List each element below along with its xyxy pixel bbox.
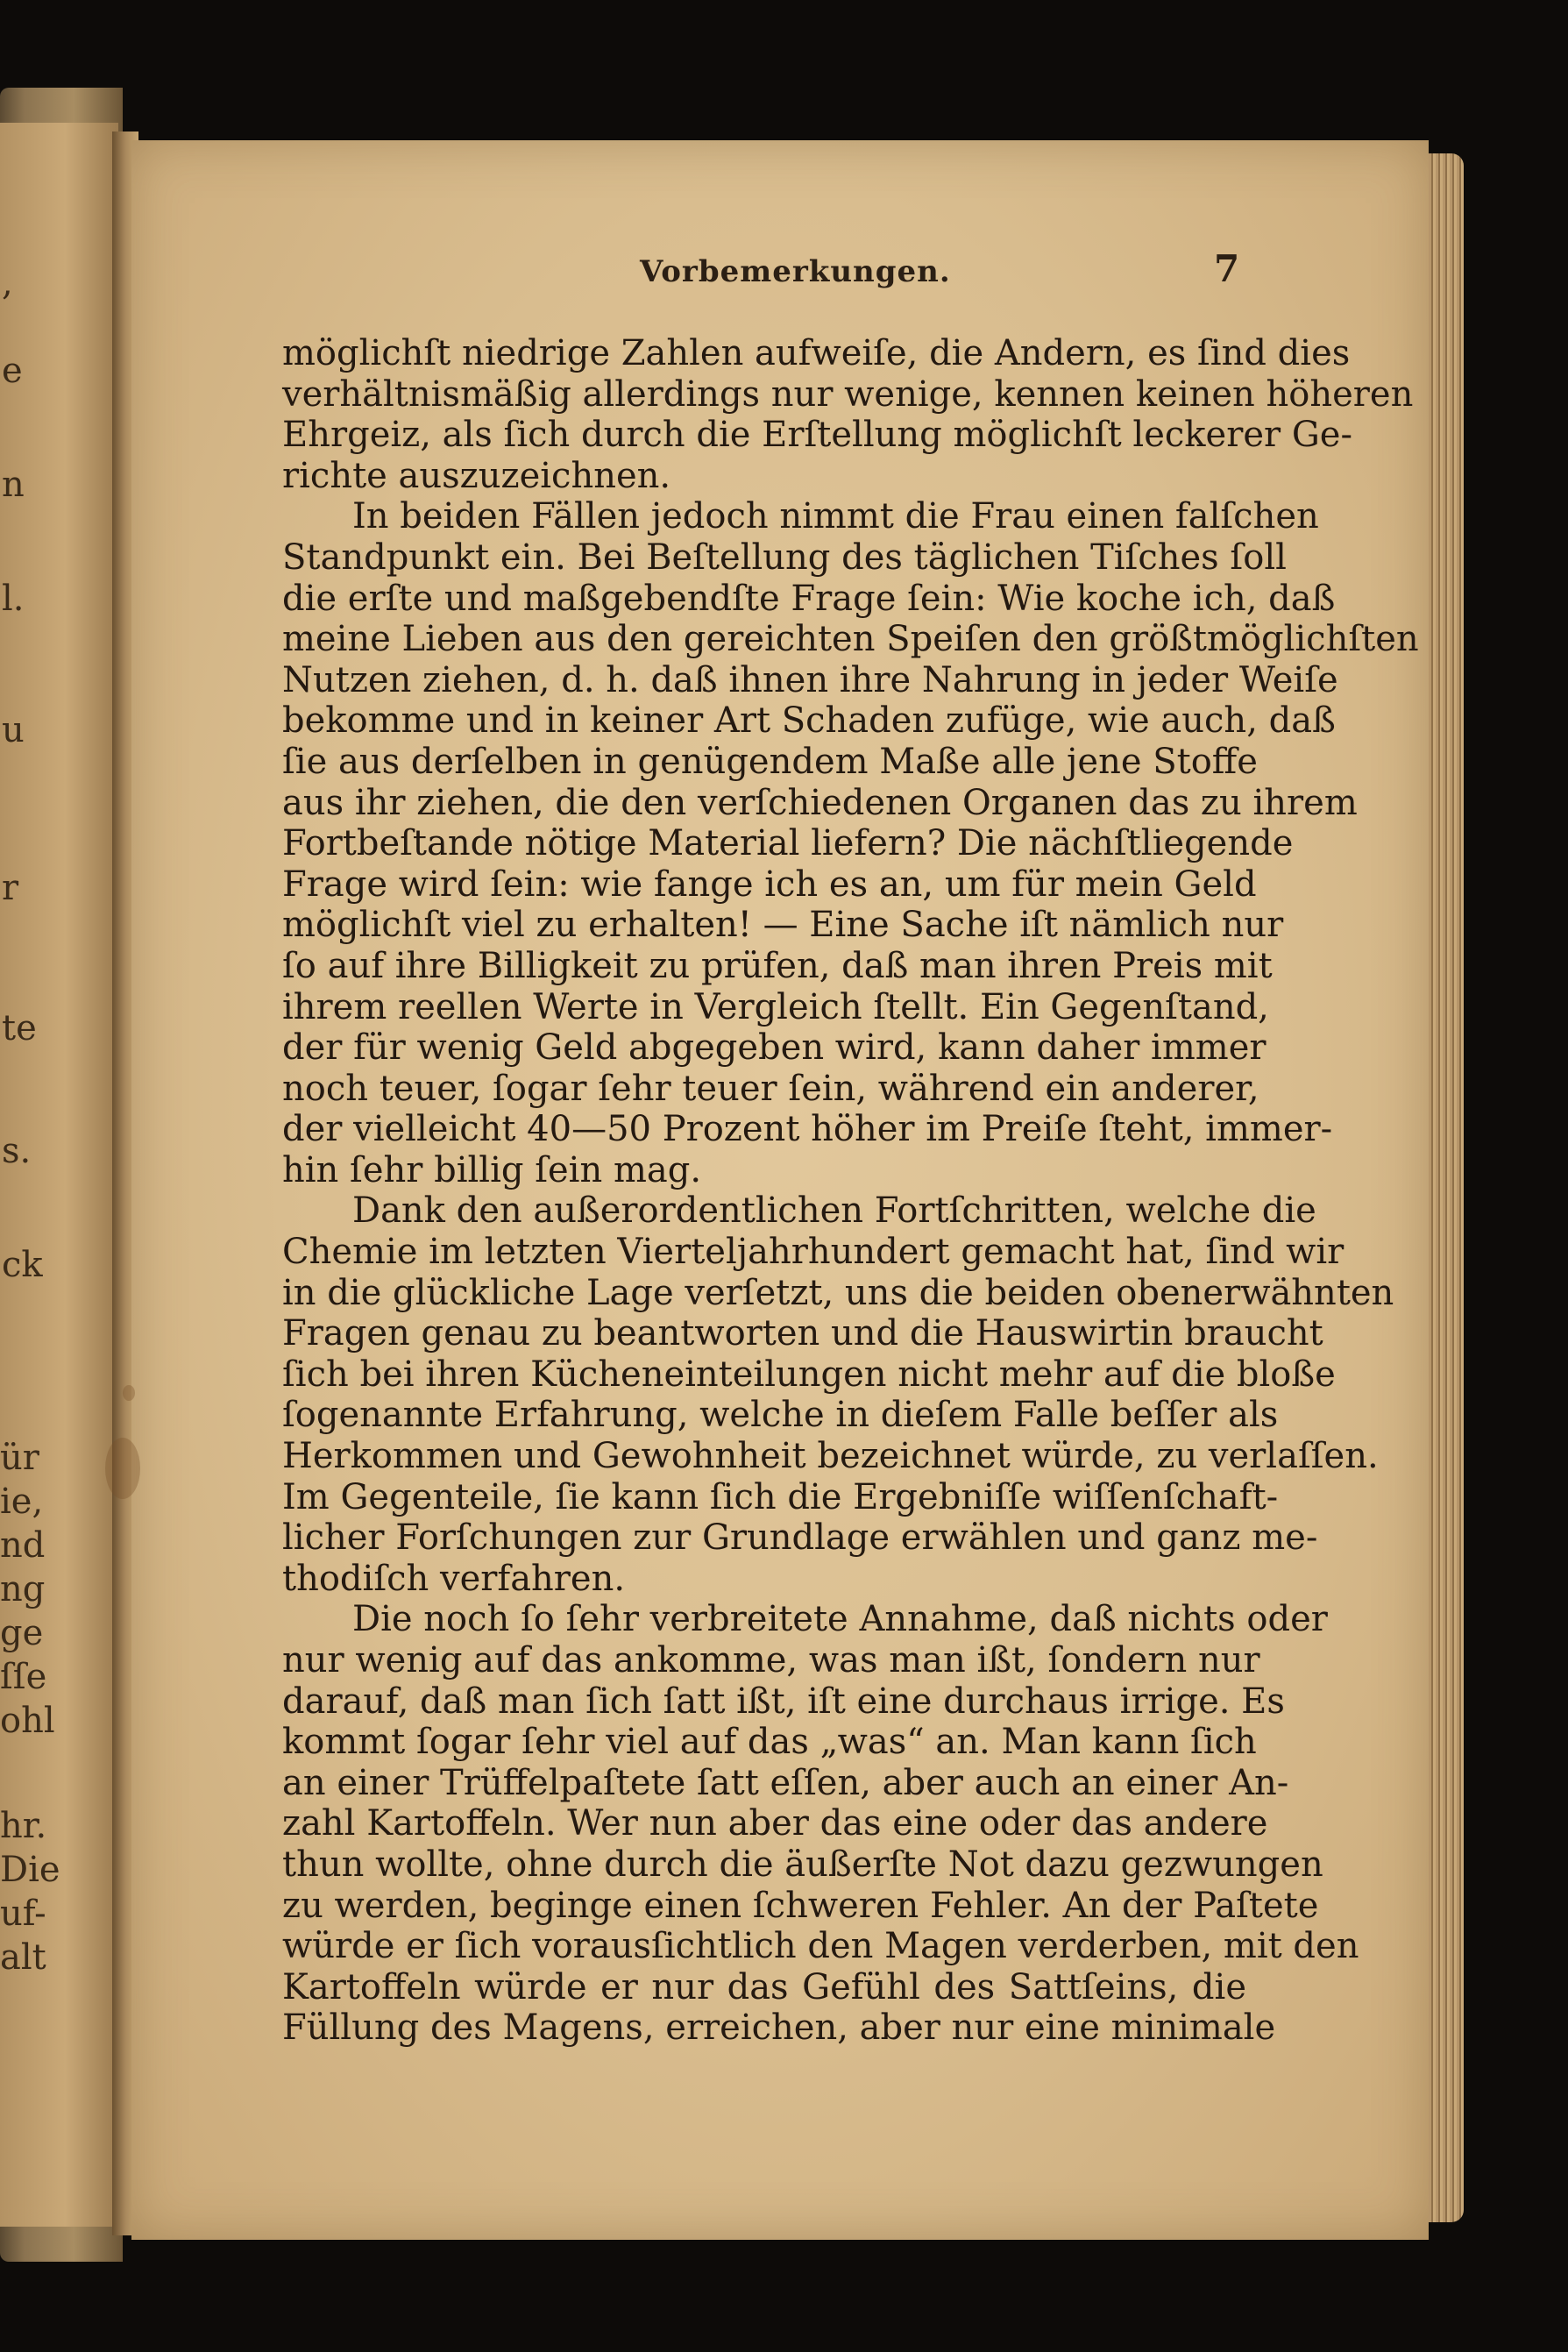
left-page-fragment: ng — [0, 1569, 46, 1609]
text-line: zu werden, beginge einen ſchweren Fehler. An der Paſtete — [282, 1885, 1319, 1926]
text-line: Die noch ſo ſehr verbreitete Annahme, daß nichts oder — [352, 1599, 1328, 1640]
text-line: thodiſch verfahren. — [282, 1558, 626, 1599]
text-line: möglichſt viel zu erhalten! — Eine Sache iſt nämlich nur — [282, 905, 1284, 946]
left-page-fragment: ck — [2, 1245, 43, 1285]
text-line: bekomme und in keiner Art Schaden zufüge, wie auch, daß — [282, 700, 1336, 742]
text-line: Füllung des Magens, erreichen, aber nur eine minimale — [282, 2007, 1276, 2049]
text-line: Dank den außerordentlichen Fortſchritten, welche die — [352, 1190, 1316, 1232]
text-line: in die glückliche Lage verſetzt, uns die beiden obenerwähnten — [282, 1272, 1394, 1313]
text-line: Kartoffeln würde er nur das Gefühl des Sattſeins, die — [282, 1966, 1246, 2007]
text-line: darauf, daß man ſich ſatt ißt, iſt eine durchaus irrige. Es — [282, 1681, 1285, 1722]
text-line: Fragen genau zu beantworten und die Hauswirtin braucht — [282, 1313, 1323, 1354]
text-line: würde er ſich vorausſichtlich den Magen verderben, mit den — [282, 1926, 1359, 1967]
text-line: zahl Kartoffeln. Wer nun aber das eine oder das andere — [282, 1803, 1268, 1844]
text-line: hin ſehr billig ſein mag. — [282, 1149, 702, 1190]
body-text — [282, 333, 1419, 2049]
text-line: meine Lieben aus den gereichten Speiſen den größtmöglichſten — [282, 619, 1419, 660]
text-line: möglichſt niedrige Zahlen aufweiſe, die Andern, es ſind dies — [282, 333, 1351, 373]
text-line: an einer Trüffelpaſtete ſatt eſſen, aber auch an einer An- — [282, 1762, 1289, 1803]
text-line: Ehrgeiz, als ſich durch die Erſtellung möglichſt leckerer Ge- — [282, 415, 1352, 456]
text-line: der für wenig Geld abgegeben wird, kann daher immer — [282, 1027, 1266, 1069]
page-edges — [1429, 153, 1464, 2222]
left-page — [0, 123, 118, 2227]
left-page-fragment: ſſe — [0, 1657, 47, 1697]
text-line: kommt ſogar ſehr viel auf das „was“ an. Man kann ſich — [282, 1722, 1257, 1763]
text-line: Frage wird ſein: wie fange ich es an, um für mein Geld — [282, 863, 1257, 905]
text-line: ſich bei ihren Kücheneinteilungen nicht mehr auf die bloße — [282, 1354, 1336, 1395]
text-line: ſie aus derſelben in genügendem Maße alle jene Stoffe — [282, 741, 1258, 782]
text-line: In beiden Fällen jedoch nimmt die Frau einen falſchen — [352, 496, 1319, 537]
text-line: ſogenannte Erfahrung, welche in dieſem Falle beſſer als — [282, 1395, 1279, 1436]
left-page-fragment: s. — [2, 1131, 32, 1171]
text-line: Herkommen und Gewohnheit bezeichnet würde, zu verlaſſen. — [282, 1436, 1379, 1477]
left-page-fragment: hr. — [0, 1806, 47, 1846]
text-line: ihrem reellen Werte in Vergleich ſtellt. Ein Gegenſtand, — [282, 986, 1269, 1027]
left-page-fragment: uf- — [0, 1894, 46, 1934]
left-page-fragment: l. — [2, 579, 25, 619]
page-stain — [105, 1438, 140, 1499]
left-page-fragment: , — [2, 263, 13, 303]
text-line: der vielleicht 40—50 Prozent höher im Preiſe ſteht, immer- — [282, 1109, 1333, 1150]
left-page-fragment: Die — [0, 1850, 60, 1890]
text-line: Fortbeſtande nötige Material liefern? Die nächſtliegende — [282, 823, 1294, 864]
left-page-fragment: ie, — [0, 1482, 44, 1522]
text-line: thun wollte, ohne durch die äußerſte Not dazu gezwungen — [282, 1844, 1323, 1885]
text-line: licher Forſchungen zur Grundlage erwählen und ganz me- — [282, 1517, 1318, 1559]
left-page-fragment: alt — [0, 1937, 46, 1978]
text-line: die erſte und maßgebendſte Frage ſein: Wie koche ich, daß — [282, 578, 1336, 619]
text-line: Chemie im letzten Vierteljahrhundert gemacht hat, ſind wir — [282, 1232, 1345, 1273]
text-line: Nutzen ziehen, d. h. daß ihnen ihre Nahrung in jeder Weiſe — [282, 659, 1338, 700]
left-page-fragment: nd — [0, 1525, 46, 1566]
left-page-fragment: ür — [0, 1438, 39, 1478]
left-page-fragment: e — [2, 351, 23, 391]
text-line: Standpunkt ein. Bei Beſtellung des täglichen Tiſches ſoll — [282, 536, 1287, 578]
text-line: aus ihr ziehen, die den verſchiedenen Organen das zu ihrem — [282, 782, 1358, 823]
text-line: Im Gegenteile, ſie kann ſich die Ergebniſſe wiſſenſchaft- — [282, 1476, 1279, 1517]
text-line: noch teuer, ſogar ſehr teuer ſein, während ein anderer, — [282, 1068, 1259, 1109]
page-stain — [123, 1385, 135, 1401]
left-page-fragment: ge — [0, 1613, 44, 1653]
left-page-fragment: r — [2, 868, 19, 908]
left-page-fragment: te — [2, 1008, 37, 1048]
left-page-fragment: u — [2, 710, 25, 750]
running-head: Vorbemerkungen. — [640, 254, 951, 289]
left-page-fragment: ohl — [0, 1701, 55, 1741]
text-line: ſo auf ihre Billigkeit zu prüfen, daß man ihren Preis mit — [282, 945, 1273, 986]
text-line: verhältnismäßig allerdings nur wenige, kennen keinen höheren — [282, 373, 1414, 415]
left-page-fragment: n — [2, 465, 25, 505]
text-line: richte auszuzeichnen. — [282, 455, 671, 496]
text-line: nur wenig auf das ankomme, was man ißt, ſondern nur — [282, 1640, 1260, 1681]
page-number: 7 — [1214, 247, 1240, 290]
